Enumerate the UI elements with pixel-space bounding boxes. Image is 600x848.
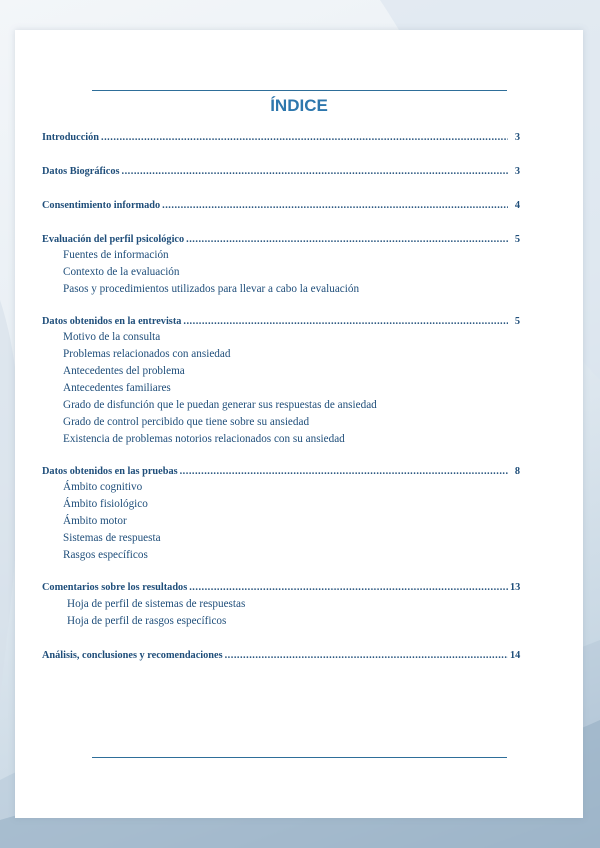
toc-subentry[interactable]: Problemas relacionados con ansiedad: [63, 348, 231, 360]
toc-entry-label: Evaluación del perfil psicológico: [42, 234, 185, 245]
toc-entry-consentimiento[interactable]: [42, 200, 520, 211]
toc-entry-label: Consentimiento informado: [42, 200, 161, 211]
toc-leader-dots: [122, 166, 508, 177]
toc-subentry[interactable]: Grado de disfunción que le puedan generar sus respuestas de ansiedad: [63, 399, 377, 411]
toc-subentry[interactable]: Fuentes de información: [63, 249, 169, 261]
toc-entry-label: Datos obtenidos en la entrevista: [42, 316, 182, 327]
toc-leader-dots: [162, 200, 508, 211]
toc-entry-comentarios[interactable]: [42, 582, 520, 593]
toc-subentry[interactable]: Ámbito fisiológico: [63, 498, 148, 510]
toc-subentry[interactable]: Motivo de la consulta: [63, 331, 161, 343]
bottom-rule: [92, 757, 507, 758]
toc-entry-label: Datos obtenidos en las pruebas: [42, 466, 178, 477]
toc-page-number: 5: [514, 316, 520, 327]
toc-leader-dots: [189, 582, 508, 593]
toc-page-number: 14: [510, 650, 521, 661]
toc-entry-entrevista[interactable]: [42, 316, 520, 327]
toc-leader-dots: [225, 650, 508, 661]
toc-page-number: 8: [514, 466, 520, 477]
toc-entry-label: Análisis, conclusiones y recomendaciones: [42, 650, 223, 661]
toc-subentry[interactable]: Ámbito motor: [63, 515, 127, 527]
toc-page-number: 3: [514, 132, 520, 143]
toc-entry-datos-biograficos[interactable]: [42, 166, 520, 177]
top-rule: [92, 90, 507, 91]
toc-entry-label: Introducción: [42, 132, 100, 143]
toc-page-number: 13: [510, 582, 521, 593]
toc-subentry[interactable]: Grado de control percibido que tiene sobre su ansiedad: [63, 416, 310, 428]
toc-page-number: 4: [514, 200, 520, 211]
page-title: ÍNDICE: [270, 96, 328, 115]
toc-entry-evaluacion[interactable]: [42, 234, 520, 245]
toc-subentry[interactable]: Sistemas de respuesta: [63, 532, 161, 544]
toc-entry-label: Datos Biográficos: [42, 166, 120, 177]
toc-subentry[interactable]: Hoja de perfil de rasgos específicos: [67, 615, 227, 627]
toc-leader-dots: [180, 466, 508, 477]
toc-subentry[interactable]: Existencia de problemas notorios relacionados con su ansiedad: [63, 433, 345, 445]
toc-subentry[interactable]: Antecedentes familiares: [63, 382, 171, 394]
toc-entry-introduccion[interactable]: [42, 132, 520, 143]
toc-entry-analisis[interactable]: [42, 650, 520, 661]
toc-subentry[interactable]: Ámbito cognitivo: [63, 481, 143, 493]
toc-entry-label: Comentarios sobre los resultados: [42, 582, 188, 593]
toc-subentry[interactable]: Pasos y procedimientos utilizados para llevar a cabo la evaluación: [63, 283, 360, 295]
toc-subentry[interactable]: Hoja de perfil de sistemas de respuestas: [67, 598, 246, 610]
toc-leader-dots: [183, 316, 508, 327]
toc-leader-dots: [186, 234, 508, 245]
document-page: [15, 30, 583, 818]
toc-page-number: 5: [514, 234, 520, 245]
toc-page-number: 3: [514, 166, 520, 177]
toc-entry-pruebas[interactable]: [42, 466, 520, 477]
toc-leader-dots: [101, 132, 508, 143]
toc-subentry[interactable]: Antecedentes del problema: [63, 365, 185, 377]
toc-subentry[interactable]: Contexto de la evaluación: [63, 266, 180, 278]
toc-subentry[interactable]: Rasgos específicos: [63, 549, 148, 561]
